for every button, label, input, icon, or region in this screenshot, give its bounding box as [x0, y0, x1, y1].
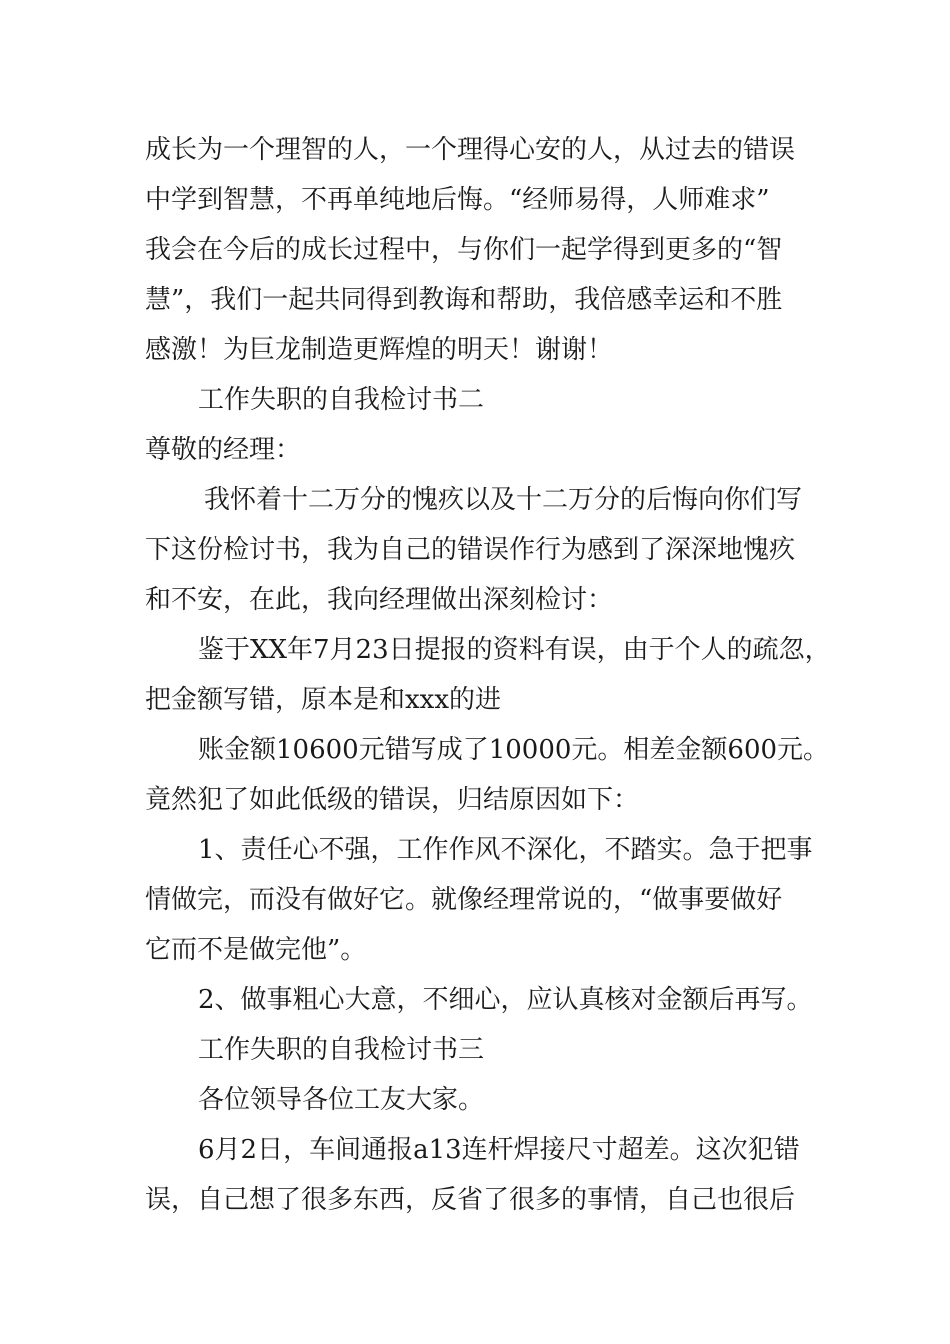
text-line: 下这份检讨书，我为自己的错误作行为感到了深深地愧疚 [145, 535, 796, 565]
text-line: 和不安，在此，我向经理做出深刻检讨： [145, 585, 614, 615]
text-line: 我怀着十二万分的愧疚以及十二万分的后悔向你们写 [204, 485, 803, 515]
list-item: 1、责任心不强，工作作风不深化，不踏实。急于把事 [198, 835, 813, 865]
salutation: 尊敬的经理： [145, 435, 302, 465]
text-line: 误，自己想了很多东西，反省了很多的事情，自己也很后 [145, 1185, 796, 1215]
section-title: 工作失职的自我检讨书二 [198, 385, 485, 415]
text-line: 6月2日，车间通报a13连杆焊接尺寸超差。这次犯错 [198, 1135, 800, 1165]
text-line: 它而不是做完他”。 [145, 935, 367, 965]
section-title: 工作失职的自我检讨书三 [198, 1035, 485, 1065]
salutation: 各位领导各位工友大家。 [198, 1085, 485, 1115]
text-line: 感激！为巨龙制造更辉煌的明天！谢谢！ [145, 335, 614, 365]
text-line: 账金额10600元错写成了10000元。相差金额600元。 [198, 735, 830, 765]
list-item: 2、做事粗心大意，不细心，应认真核对金额后再写。 [198, 985, 813, 1015]
text-line: 情做完，而没有做好它。就像经理常说的，“做事要做好 [145, 885, 783, 915]
text-line: 中学到智慧，不再单纯地后悔。“经师易得，人师难求” [145, 185, 770, 215]
text-line: 成长为一个理智的人，一个理得心安的人，从过去的错误 [145, 135, 796, 165]
text-line: 鉴于XX年7月23日提报的资料有误，由于个人的疏忽， [198, 635, 831, 665]
text-line: 我会在今后的成长过程中，与你们一起学得到更多的“智 [145, 235, 783, 265]
text-line: 竟然犯了如此低级的错误，归结原因如下： [145, 785, 640, 815]
text-line: 慧”，我们一起共同得到教诲和帮助，我倍感幸运和不胜 [145, 285, 783, 315]
text-line: 把金额写错，原本是和xxx的进 [145, 685, 501, 715]
